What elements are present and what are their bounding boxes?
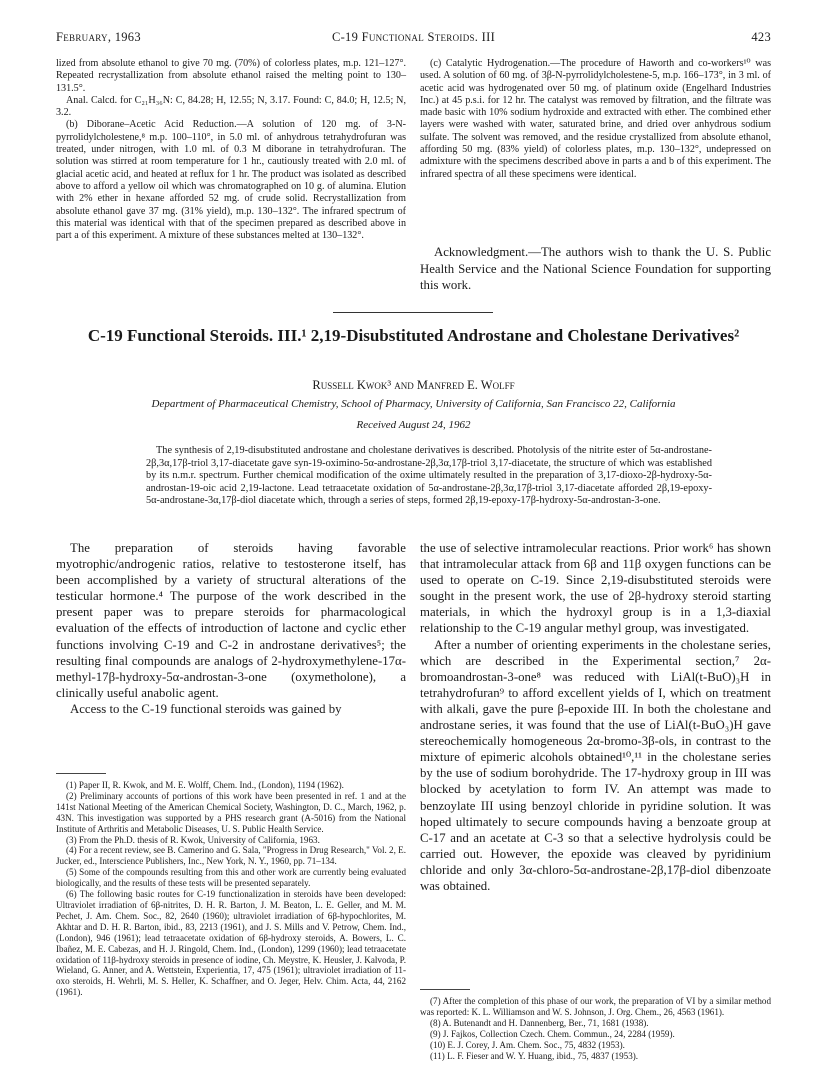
header-running-title: C-19 Functional Steroids. III xyxy=(331,30,496,44)
article-title: C-19 Functional Steroids. III.¹ 2,19-Disubstituted Androstane and Cholestane Derivatives² xyxy=(87,326,740,345)
body-paragraph: the use of selective intramolecular reactions. Prior work⁶ has shown that intramolecular attack from 6β and 11β oxygen functions can be used to operate on C-19. Since 2,19-disubstituted steroids were sought in the present work, the use of 2β-hydroxy steroid starting materials, in which the hydroxyl group is in a 1,3-diaxial relationship to the C-19 angular methyl group, was investigated. xyxy=(420,541,771,636)
footnote: (5) Some of the compounds resulting from this and other work are currently being evaluated biologically, and the results of these tests will be presented separately. xyxy=(56,867,406,889)
experimental-paragraph: lized from absolute ethanol to give 70 mg. (70%) of colorless plates, m.p. 121–127°. Repeated recrystallization from absolute ethanol raised the melting point to 130–131.5°. xyxy=(56,58,406,94)
body-paragraph: After a number of orienting experiments in the cholestane series, which are described in the Experimental section,⁷ 2α-bromoandrostan-3-one⁸ was reduced with LiAl(t-BuO)₃H in tetrahydrofuran⁹ to afford excellent yields of I, which on treatment with alkali, gave the pure β-epoxide III. In both the cholestane and androstane series, it was found that the use of LiAl(t-BuO₃)H gave stereochemically homogeneous 2α-bromo-3β-ols, in contrast to the mixture of epimeric alcohols obtained¹⁰,¹¹ in the cholestane series by the use of sodium borohydride. The 17-hydroxy group in III was blocked by acetylation to form IV. An attempt was made to benzoylate III using benzoyl chloride in pyridine solution. It was hoped ultimately to secure compounds having a benzoate group at C-17 and an acetate at C-3 so that a selective hydrolysis could be carried out. However, the epoxide was cleaved by pyridinium chloride and only 3α-chloro-5α-androstane-2β,17β-diol dibenzoate was obtained. xyxy=(420,637,771,893)
footnote-rule xyxy=(56,773,106,774)
footnote: (6) The following basic routes for C-19 functionalization in steroids have been developed: Ultraviolet irradiation of 6β-nitrites, D. H. R. Barton, J. M. Beaton, L. E. Geller, and M. M. Pechet, J. Am. Chem. Soc., 82, 2640 (1960); ultraviolet irradiation of 6β-hypochlorites, M. Akhtar and D. H. R. Barton, ibid., 83, 2213 (1961), and J. S. Mills and V. Petrow, Chem. Ind., (London), 946 (1961); lead tetraacetate oxidation of 6β-hydroxy steroids, A. Bowers, L. C. Ibañez, M. E. Cabezas, and H. J. Ringold, Chem. Ind., (London), 1299 (1960); lead tetraacetate oxidation of 11β-hydroxy steroids in presence of iodine, Ch. Meystre, K. Heusler, J. Kalvoda, P. Wieland, G. Anner, and A. Wettstein, Experientia, 17, 475 (1961); ultraviolet irradiation of 11-oxo steroids, H. Wehrli, M. S. Heller, K. Schaffner, and O. Jeger, Helv. Chim. Acta, 44, 2162 (1961). xyxy=(56,889,406,998)
experimental-paragraph: Anal. Calcd. for C₂₁H₃₆N: C, 84.28; H, 12.55; N, 3.17. Found: C, 84.0; H, 12.5; N, 3.2. xyxy=(56,94,406,119)
body-paragraph: Access to the C-19 functional steroids was gained by xyxy=(70,701,342,716)
article-authors: Russell Kwok³ and Manfred E. Wolff xyxy=(312,378,515,392)
footnote: (9) J. Fajkos, Collection Czech. Chem. Commun., 24, 2284 (1959). xyxy=(430,1028,675,1039)
footnote: (4) For a recent review, see B. Camerino and G. Sala, "Progress in Drug Research," Vol. 2, E. Jucker, ed., Interscience Publishers, Inc., New York, N. Y., 1960, pp. 71–134. xyxy=(56,845,406,867)
page-number: 423 xyxy=(751,30,771,44)
footnote: (11) L. F. Fieser and W. Y. Huang, ibid., 75, 4837 (1953). xyxy=(430,1050,639,1061)
article-abstract: The synthesis of 2,19-disubstituted androstane and cholestane derivatives is described. Photolysis of the nitrite ester of 5α-androstane-2β,3α,17β-triol 3,17-diacetate gave syn-19-oximino-5α-androstane-2β,3α,17β-triol 3,17-diacetate, the structure of which was established by its n.m.r. spectrum. Further chemical modification of the oxime ultimately resulted in the preparation of 3,17-dioxo-2β-hydroxy-5α-androstan-19-oic acid 2,19-lactone. Lead tetraacetate oxidation of 5α-androstane-2β,3α,17β-triol 3,17-diacetate afforded 2β,19-epoxy-5α-androstane-3α,17β-diol diacetate which, through a series of steps, formed 2β,19-epoxy-17β-hydroxy-5α-androstan-3-one. xyxy=(146,445,712,507)
footnote-rule xyxy=(420,989,470,990)
footnote: (10) E. J. Corey, J. Am. Chem. Soc., 75, 4832 (1953). xyxy=(430,1039,625,1050)
article-separator-rule xyxy=(333,312,493,313)
footnote: (7) After the completion of this phase of our work, the preparation of VI by a similar method was reported: K. L. Williamson and W. S. Johnson, J. Org. Chem., 26, 4563 (1961). xyxy=(420,996,771,1017)
footnote: (8) A. Butenandt and H. Dannenberg, Ber., 71, 1681 (1938). xyxy=(430,1017,649,1028)
footnote: (3) From the Ph.D. thesis of R. Kwok, University of California, 1963. xyxy=(66,834,320,845)
experimental-paragraph: (c) Catalytic Hydrogenation.—The procedure of Haworth and co-workers¹⁰ was used. A solution of 60 mg. of 3β-N-pyrrolidylcholestene-5, m.p. 166–173°, in 3 ml. of acetic acid was hydrogenated over 50 mg. of platinum oxide (Engelhard Industries Inc.) at 45 p.s.i. for 12 hr. The catalyst was removed by filtration, and the filtrate was made basic with 10% sodium hydroxide and extracted with ether. The combined ether layers were washed with water, saturated brine, and dried over anhydrous sodium sulfate. The solvent was removed, and the residue crystallized from absolute ethanol, affording 50 mg. (83% yield) of colorless plates, m.p. 130–132°, undepressed on admixture with the specimens described above in parts a and b of this experiment. The infrared spectra of all these specimens were identical. xyxy=(420,58,771,180)
article-affiliation: Department of Pharmaceutical Chemistry, School of Pharmacy, University of California, San Francisco 22, California xyxy=(151,398,676,410)
received-date: Received August 24, 1962 xyxy=(356,419,471,431)
running-header xyxy=(56,30,771,46)
experimental-paragraph: (b) Diborane–Acetic Acid Reduction.—A solution of 120 mg. of 3-N-pyrrolidylcholestene,⁸ m.p. 100–110°, in 5.0 ml. of anhydrous tetrahydrofuran was treated, under nitrogen, with 1.0 ml. of 0.3 M diborane in tetrahydrofuran. The solution was stirred at room temperature for 1 hr., cautiously treated with 2.0 ml. of glacial acetic acid, and heated at reflux for 1 hr. The product was isolated as described above to afford a yellow oil which was chromatographed on 10 g. of alumina. Elution with 2% ether in hexane afforded 52 mg. of crude solid. Recrystallization from absolute ethanol gave 37 mg. (31% yield), m.p. 130–132°. The infrared spectrum of this material was identical with that of the specimen prepared as described above in part a of this experiment. A mixture of these substances melted at 130–132°. xyxy=(56,119,406,242)
footnotes-left xyxy=(56,773,406,998)
footnotes-right xyxy=(420,989,771,1061)
previous-article-right-column xyxy=(420,58,771,181)
body-paragraph: The preparation of steroids having favorable myotrophic/androgenic ratios, relative to testosterone itself, has been accomplished by a variety of structural alterations of the testicular hormone.⁴ The purpose of the work described in the present paper was to prepare steroids for pharmacological evaluation of the effects of introduction of lactone and cyclic ether functions involving C-19 and C-2 in androstane derivatives⁵; the resulting final compounds are analogs of 2-hydroxymethylene-17α-methyl-17β-hydroxy-5α-androstan-3-one (oxymetholone), a clinically useful anabolic agent. xyxy=(56,541,406,700)
footnote: (1) Paper II, R. Kwok, and M. E. Wolff, Chem. Ind., (London), 1194 (1962). xyxy=(66,780,344,790)
body-left-column xyxy=(56,540,406,717)
acknowledgment-text: Acknowledgment.—The authors wish to thank the U. S. Public Health Service and the National Science Foundation for supporting this work. xyxy=(420,245,771,292)
body-right-column xyxy=(420,540,771,894)
header-date: February, 1963 xyxy=(56,30,141,44)
previous-article-left-column xyxy=(56,58,406,242)
footnote: (2) Preliminary accounts of portions of this work have been presented in ref. 1 and at the 141st National Meeting of the American Chemical Society, Washington, D. C., March, 1962, p. 43N. This investigation was supported by a PHS research grant (A-5016) from the National Institute of Arthritis and Metabolic Diseases, U. S. Public Health Service. xyxy=(56,790,406,834)
acknowledgment xyxy=(420,244,771,294)
